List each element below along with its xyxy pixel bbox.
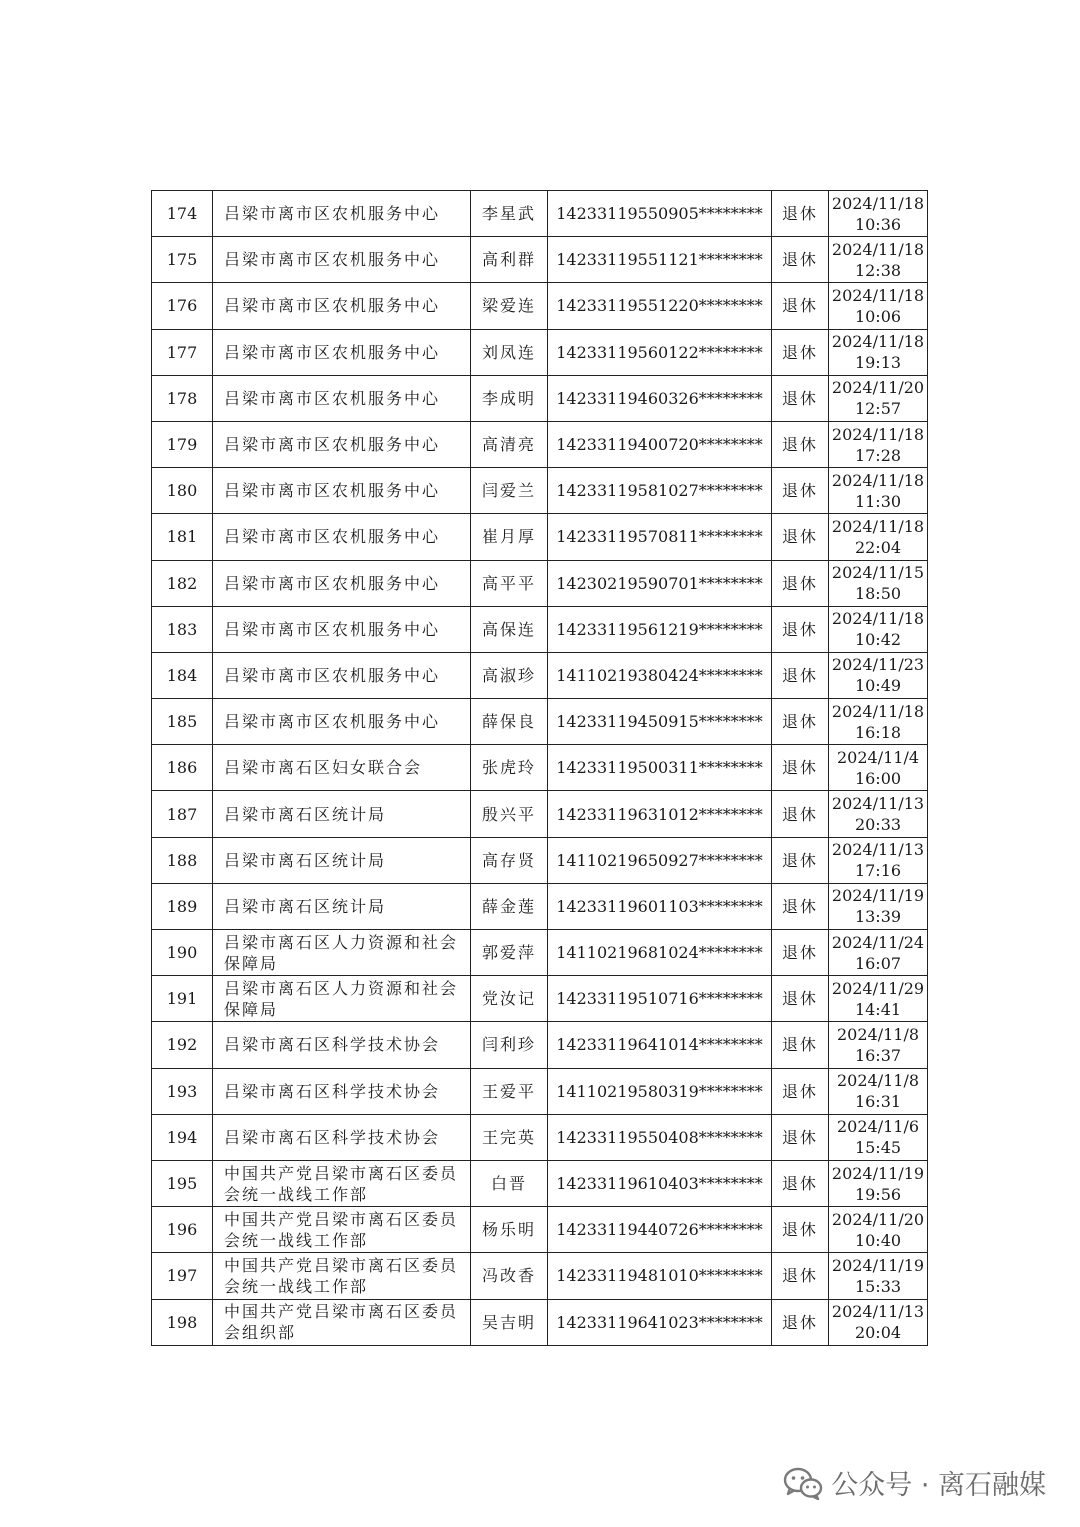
row-datetime: [829, 1160, 928, 1206]
row-name: 高平平: [471, 560, 548, 606]
row-number: 183: [152, 606, 213, 652]
row-unit: 吕梁市离市区农机服务中心: [213, 237, 471, 283]
row-status: 退休: [772, 421, 829, 467]
table-row: [152, 699, 928, 745]
row-unit: 吕梁市离石区统计局: [213, 883, 471, 929]
row-name: 王完英: [471, 1114, 548, 1160]
row-name: 张虎玲: [471, 745, 548, 791]
row-status: 退休: [772, 1160, 829, 1206]
row-time: 20:04: [854, 1323, 902, 1343]
row-status: 退休: [772, 791, 829, 837]
row-id-number: 14233119560122********: [548, 329, 772, 375]
row-unit: 吕梁市离石区妇女联合会: [213, 745, 471, 791]
row-unit: 吕梁市离市区农机服务中心: [213, 468, 471, 514]
row-unit: 中国共产党吕梁市离石区委员会统一战线工作部: [213, 1253, 471, 1299]
table-row: [152, 976, 928, 1022]
row-datetime: [829, 1022, 928, 1068]
row-date: 2024/11/18: [831, 424, 925, 444]
table-row: [152, 1299, 928, 1345]
row-id-number: 14233119550408********: [548, 1114, 772, 1160]
row-id-number: 14233119601103********: [548, 883, 772, 929]
table-row: [152, 329, 928, 375]
row-number: 187: [152, 791, 213, 837]
row-unit: 吕梁市离市区农机服务中心: [213, 283, 471, 329]
row-id-number: 14233119610403********: [548, 1160, 772, 1206]
row-time: 12:38: [854, 260, 902, 280]
row-name: 郭爱萍: [471, 930, 548, 976]
row-date: 2024/11/24: [831, 932, 925, 952]
row-date: 2024/11/18: [831, 285, 925, 305]
row-name: 李星武: [471, 191, 548, 237]
row-time: 16:07: [854, 953, 902, 973]
row-unit: 吕梁市离石区统计局: [213, 837, 471, 883]
row-number: 192: [152, 1022, 213, 1068]
row-id-number: 14233119460326********: [548, 375, 772, 421]
row-status: 退休: [772, 1207, 829, 1253]
row-time: 16:18: [854, 722, 902, 742]
row-time: 20:33: [854, 815, 902, 835]
row-date: 2024/11/18: [831, 239, 925, 259]
table-row: [152, 514, 928, 560]
row-number: 174: [152, 191, 213, 237]
row-datetime: [829, 421, 928, 467]
row-name: 党汝记: [471, 976, 548, 1022]
table-row: [152, 930, 928, 976]
row-unit: 吕梁市离市区农机服务中心: [213, 514, 471, 560]
row-name: 高存贤: [471, 837, 548, 883]
row-unit: 吕梁市离市区农机服务中心: [213, 421, 471, 467]
row-datetime: [829, 329, 928, 375]
row-name: 高保连: [471, 606, 548, 652]
row-name: 李成明: [471, 375, 548, 421]
row-unit: 吕梁市离市区农机服务中心: [213, 699, 471, 745]
row-datetime: [829, 375, 928, 421]
table-row: [152, 1253, 928, 1299]
row-status: 退休: [772, 1068, 829, 1114]
row-status: 退休: [772, 560, 829, 606]
table-row: [152, 1207, 928, 1253]
row-date: 2024/11/13: [831, 794, 925, 814]
row-datetime: [829, 468, 928, 514]
row-datetime: [829, 1253, 928, 1299]
row-unit: 吕梁市离石区统计局: [213, 791, 471, 837]
table-row: [152, 606, 928, 652]
row-datetime: [829, 1114, 928, 1160]
table-row: [152, 283, 928, 329]
row-status: 退休: [772, 699, 829, 745]
row-unit: 吕梁市离市区农机服务中心: [213, 652, 471, 698]
row-datetime: [829, 560, 928, 606]
row-name: 闫利珍: [471, 1022, 548, 1068]
row-id-number: 14233119481010********: [548, 1253, 772, 1299]
row-number: 180: [152, 468, 213, 514]
row-date: 2024/11/4: [836, 747, 920, 767]
row-time: 14:41: [854, 999, 902, 1019]
row-status: 退休: [772, 237, 829, 283]
row-time: 10:42: [854, 630, 902, 650]
row-time: 19:13: [854, 353, 902, 373]
row-datetime: [829, 745, 928, 791]
roster-body: [152, 191, 928, 1346]
row-number: 186: [152, 745, 213, 791]
row-unit: 吕梁市离石区科学技术协会: [213, 1068, 471, 1114]
table-row: [152, 237, 928, 283]
row-unit: 吕梁市离市区农机服务中心: [213, 191, 471, 237]
row-number: 178: [152, 375, 213, 421]
row-status: 退休: [772, 930, 829, 976]
row-number: 185: [152, 699, 213, 745]
table-row: [152, 1160, 928, 1206]
row-number: 182: [152, 560, 213, 606]
row-id-number: 14233119551121********: [548, 237, 772, 283]
row-status: 退休: [772, 1253, 829, 1299]
row-unit: 吕梁市离石区科学技术协会: [213, 1114, 471, 1160]
row-number: 189: [152, 883, 213, 929]
row-date: 2024/11/20: [831, 1209, 925, 1229]
row-name: 刘凤连: [471, 329, 548, 375]
row-time: 16:00: [854, 768, 902, 788]
row-id-number: 14233119500311********: [548, 745, 772, 791]
row-id-number: 14233119450915********: [548, 699, 772, 745]
row-status: 退休: [772, 745, 829, 791]
row-name: 冯改香: [471, 1253, 548, 1299]
row-number: 188: [152, 837, 213, 883]
row-status: 退休: [772, 1299, 829, 1345]
row-status: 退休: [772, 191, 829, 237]
table-row: [152, 421, 928, 467]
row-datetime: [829, 1068, 928, 1114]
row-id-number: 14233119641023********: [548, 1299, 772, 1345]
row-time: 19:56: [854, 1184, 902, 1204]
table-row: [152, 837, 928, 883]
row-datetime: [829, 699, 928, 745]
table-row: [152, 191, 928, 237]
row-status: 退休: [772, 283, 829, 329]
row-status: 退休: [772, 652, 829, 698]
row-unit: 吕梁市离市区农机服务中心: [213, 560, 471, 606]
row-date: 2024/11/18: [831, 470, 925, 490]
row-name: 高清亮: [471, 421, 548, 467]
row-name: 殷兴平: [471, 791, 548, 837]
row-name: 杨乐明: [471, 1207, 548, 1253]
row-time: 10:40: [854, 1230, 902, 1250]
row-status: 退休: [772, 1114, 829, 1160]
watermark: [783, 1463, 1046, 1502]
table-row: [152, 375, 928, 421]
row-name: 王爱平: [471, 1068, 548, 1114]
table-row: [152, 1022, 928, 1068]
row-number: 177: [152, 329, 213, 375]
row-datetime: [829, 930, 928, 976]
row-status: 退休: [772, 375, 829, 421]
roster-table: [151, 190, 928, 1346]
row-datetime: [829, 883, 928, 929]
row-name: 薛保良: [471, 699, 548, 745]
row-id-number: 14110219681024********: [548, 930, 772, 976]
row-datetime: [829, 652, 928, 698]
row-number: 195: [152, 1160, 213, 1206]
row-time: 10:06: [854, 306, 902, 326]
row-date: 2024/11/18: [831, 332, 925, 352]
row-date: 2024/11/8: [836, 1024, 920, 1044]
row-id-number: 14233119440726********: [548, 1207, 772, 1253]
row-unit: 吕梁市离石区人力资源和社会保障局: [213, 976, 471, 1022]
row-date: 2024/11/18: [831, 609, 925, 629]
row-id-number: 14233119550905********: [548, 191, 772, 237]
row-number: 194: [152, 1114, 213, 1160]
row-unit: 中国共产党吕梁市离石区委员会统一战线工作部: [213, 1207, 471, 1253]
table-row: [152, 883, 928, 929]
row-date: 2024/11/8: [836, 1071, 920, 1091]
row-unit: 吕梁市离石区科学技术协会: [213, 1022, 471, 1068]
row-name: 吴吉明: [471, 1299, 548, 1345]
table-row: [152, 745, 928, 791]
row-date: 2024/11/19: [831, 886, 925, 906]
row-time: 12:57: [854, 399, 902, 419]
row-name: 高利群: [471, 237, 548, 283]
row-status: 退休: [772, 1022, 829, 1068]
row-time: 16:31: [854, 1092, 902, 1112]
row-id-number: 14233119400720********: [548, 421, 772, 467]
row-date: 2024/11/23: [831, 655, 925, 675]
row-id-number: 14233119510716********: [548, 976, 772, 1022]
row-unit: 吕梁市离市区农机服务中心: [213, 606, 471, 652]
row-time: 13:39: [854, 907, 902, 927]
row-time: 10:36: [854, 214, 902, 234]
row-status: 退休: [772, 329, 829, 375]
row-status: 退休: [772, 468, 829, 514]
row-id-number: 14110219580319********: [548, 1068, 772, 1114]
row-id-number: 14110219380424********: [548, 652, 772, 698]
row-status: 退休: [772, 514, 829, 560]
row-status: 退休: [772, 606, 829, 652]
row-status: 退休: [772, 883, 829, 929]
row-name: 高淑珍: [471, 652, 548, 698]
row-id-number: 14233119641014********: [548, 1022, 772, 1068]
row-number: 193: [152, 1068, 213, 1114]
table-row: [152, 560, 928, 606]
row-datetime: [829, 1207, 928, 1253]
table-row: [152, 791, 928, 837]
row-number: 190: [152, 930, 213, 976]
row-datetime: [829, 837, 928, 883]
row-id-number: 14230219590701********: [548, 560, 772, 606]
row-date: 2024/11/18: [831, 516, 925, 536]
row-unit: 吕梁市离石区人力资源和社会保障局: [213, 930, 471, 976]
row-number: 179: [152, 421, 213, 467]
row-time: 17:28: [854, 445, 902, 465]
row-number: 176: [152, 283, 213, 329]
row-number: 196: [152, 1207, 213, 1253]
row-name: 白晋: [471, 1160, 548, 1206]
row-time: 11:30: [854, 491, 902, 511]
row-id-number: 14233119570811********: [548, 514, 772, 560]
row-status: 退休: [772, 837, 829, 883]
row-datetime: [829, 514, 928, 560]
wechat-icon: [783, 1466, 823, 1500]
row-date: 2024/11/19: [831, 1255, 925, 1275]
row-time: 15:33: [854, 1276, 902, 1296]
row-datetime: [829, 976, 928, 1022]
row-datetime: [829, 283, 928, 329]
row-id-number: 14233119631012********: [548, 791, 772, 837]
row-name: 崔月厚: [471, 514, 548, 560]
row-name: 梁爱连: [471, 283, 548, 329]
row-id-number: 14233119561219********: [548, 606, 772, 652]
row-number: 181: [152, 514, 213, 560]
row-date: 2024/11/29: [831, 978, 925, 998]
row-time: 17:16: [854, 861, 902, 881]
row-name: 薛金莲: [471, 883, 548, 929]
row-date: 2024/11/6: [836, 1117, 920, 1137]
row-id-number: 14110219650927********: [548, 837, 772, 883]
row-date: 2024/11/19: [831, 1163, 925, 1183]
row-datetime: [829, 191, 928, 237]
table-row: [152, 652, 928, 698]
row-datetime: [829, 791, 928, 837]
row-status: 退休: [772, 976, 829, 1022]
row-name: 闫爱兰: [471, 468, 548, 514]
row-number: 198: [152, 1299, 213, 1345]
row-number: 184: [152, 652, 213, 698]
table-row: [152, 1114, 928, 1160]
row-time: 22:04: [854, 537, 902, 557]
row-unit: 吕梁市离市区农机服务中心: [213, 375, 471, 421]
row-date: 2024/11/18: [831, 701, 925, 721]
row-unit: 中国共产党吕梁市离石区委员会组织部: [213, 1299, 471, 1345]
row-datetime: [829, 606, 928, 652]
row-time: 16:37: [854, 1045, 902, 1065]
row-unit: 中国共产党吕梁市离石区委员会统一战线工作部: [213, 1160, 471, 1206]
row-id-number: 14233119551220********: [548, 283, 772, 329]
row-date: 2024/11/18: [831, 193, 925, 213]
row-date: 2024/11/15: [831, 563, 925, 583]
row-time: 10:49: [854, 676, 902, 696]
row-datetime: [829, 1299, 928, 1345]
row-date: 2024/11/13: [831, 1302, 925, 1322]
row-time: 18:50: [854, 584, 902, 604]
row-date: 2024/11/13: [831, 840, 925, 860]
row-number: 175: [152, 237, 213, 283]
watermark-text: 公众号 · 离石融媒: [831, 1470, 1046, 1501]
row-datetime: [829, 237, 928, 283]
row-number: 197: [152, 1253, 213, 1299]
row-number: 191: [152, 976, 213, 1022]
table-row: [152, 1068, 928, 1114]
row-unit: 吕梁市离市区农机服务中心: [213, 329, 471, 375]
table-row: [152, 468, 928, 514]
row-id-number: 14233119581027********: [548, 468, 772, 514]
row-date: 2024/11/20: [831, 378, 925, 398]
row-time: 15:45: [854, 1138, 902, 1158]
